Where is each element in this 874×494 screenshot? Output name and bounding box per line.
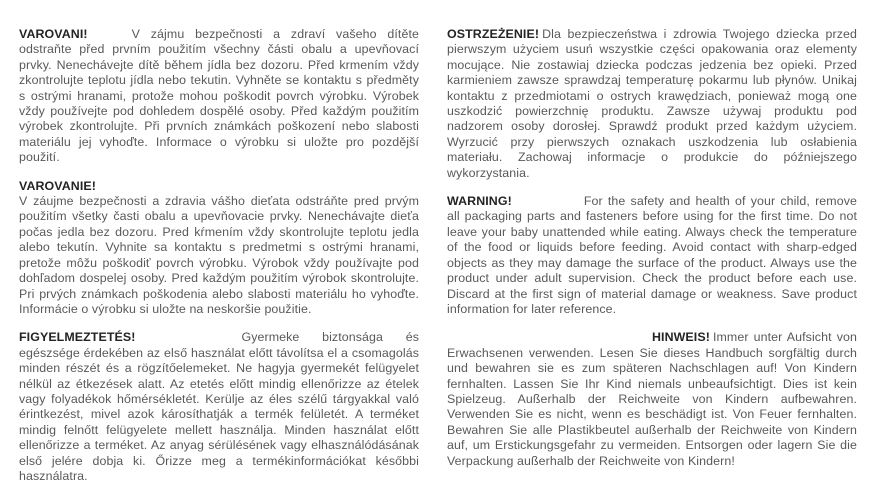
heading-gap-spacer — [512, 204, 584, 205]
right-column — [447, 27, 857, 494]
section-heading-hungarian: FIGYELMEZTETÉS! — [19, 330, 136, 345]
section-heading-german: HINWEIS! — [652, 330, 710, 345]
paragraph-text-czech: V zájmu bezpečnosti a zdraví vašeho dítěte odstraňte před prvním použitím všechny části obalu a upevňovací prvky. Nenechávejte dítě během jídla bez dozoru. Před krmením vždy zkontrolujte teplotu jídla nebo tekutin. Vyhněte se kontaktu s předměty s ostrými hranami, protože mohou poškodit povrch výrobku. Výrobek vždy používejte pod dohledem dospělé osoby. Před každým použitím výrobek zkontrolujte. Při prvních známkách poškození nebo slabosti materiálu jej vyhoďte. Informace o výrobku si uložte pro pozdější použití. — [19, 27, 419, 165]
paragraph-text-english: For the safety and health of your child, remove all packaging parts and fasteners before using for the first time. Do not leave your baby unattended while eating. Always check the temperature of the food or liquids before feeding. Avoid contact with sharp-edged objects as they may damage the surface of the product. Always use the product under adult supervision. Check the product before each use. Discard at the first sign of material damage or weakness. Save product information for later reference. — [447, 194, 857, 316]
warning-paragraph-german — [447, 330, 857, 469]
paragraph-text-german: Immer unter Aufsicht von Erwachsenen verwenden. Lesen Sie dieses Handbuch sorgfältig durch und bewahren sie es zum späteren Nachschlagen auf! Von Kindern fernhalten. Lassen Sie Ihr Kind niemals unbeaufsichtigt. Dies ist kein Spielzeug. Außerhalb der Reichweite von Kindern aufbewahren. Verwenden Sie es nicht, wenn es beschädigt ist. Von Feuer fernhalten. Bewahren Sie alle Plastikbeutel außerhalb der Reichweite von Kindern auf, um Erstickungsgefahr zu vermeiden. Entsorgen oder lagern Sie die Verpackung außerhalb der Reichweite von Kindern! — [447, 330, 857, 468]
left-column — [19, 27, 419, 494]
heading-gap-spacer — [88, 37, 132, 38]
paragraph-text-hungarian: Gyermeke biztonsága és egészsége érdekében az első használat előtt távolítsa el a csomagolás minden részét és a rögzítőelemeket. Ne hagyja gyermekét felügyelet nélkül az étkezések alatt. Az etetés előtt mindig ellenőrizze az ételek vagy folyadékok hőmérsékletét. Kerülje az éles szélű tárgyakkal való érintkezést, mivel azok károsíthatják a termék felületét. A terméket mindig felnőtt felügyelete mellett használja. Minden használat előtt ellenőrizze a terméket. Az anyag sérülésének vagy elhasználódásának első jelére dobja ki. Őrizze meg a termékinformációkat későbbi használatra. — [19, 330, 419, 483]
section-heading-english: WARNING! — [447, 194, 512, 209]
heading-gap-spacer — [135, 340, 241, 341]
warning-paragraph-hungarian — [19, 330, 419, 484]
paragraph-text-slovak: V záujme bezpečnosti a zdravia vášho dieťata odstráňte pred prvým použitím všetky časti obalu a upevňovacie prvky. Nenechávajte dieťa počas jedla bez dozoru. Pred kŕmením vždy skontrolujte teplotu jedla alebo tekutín. Vyhnite sa kontaktu s predmetmi s ostrými hranami, pretože môžu poškodiť povrch výrobku. Výrobok vždy používajte pod dohľadom dospelej osoby. Pred každým použitím výrobok skontrolujte. Pri prvých známkach poškodenia alebo slabosti materiálu ho vyhoďte. Informácie o výrobku si uložte na neskoršie použitie. — [19, 194, 419, 316]
paragraph-text-polish: Dla bezpieczeństwa i zdrowia Twojego dziecka przed pierwszym użyciem usuń wszystkie części opakowania oraz elementy mocujące. Nie zostawiaj dziecka podczas jedzenia bez opieki. Przed karmieniem zawsze sprawdzaj temperaturę pokarmu lub płynów. Unikaj kontaktu z przedmiotami o ostrych krawędziach, ponieważ mogą one uszkodzić powierzchnię produktu. Zawsze używaj produktu pod nadzorem osoby dorosłej. Sprawdź produkt przed każdym użyciem. Wyrzucić przy pierwszych oznakach uszkodzenia lub osłabienia materiału. Zachowaj informacje o produkcie do późniejszego wykorzystania. — [447, 27, 857, 180]
section-heading-czech: VAROVANI! — [19, 27, 88, 41]
section-heading-slovak: VAROVANIE! — [19, 178, 96, 193]
warning-paragraph-polish — [447, 27, 857, 181]
warning-paragraph-slovak — [19, 179, 419, 318]
warning-paragraph-czech — [19, 27, 419, 166]
warning-paragraph-english — [447, 194, 857, 317]
section-heading-polish: OSTRZEŻENIE! — [447, 27, 540, 41]
